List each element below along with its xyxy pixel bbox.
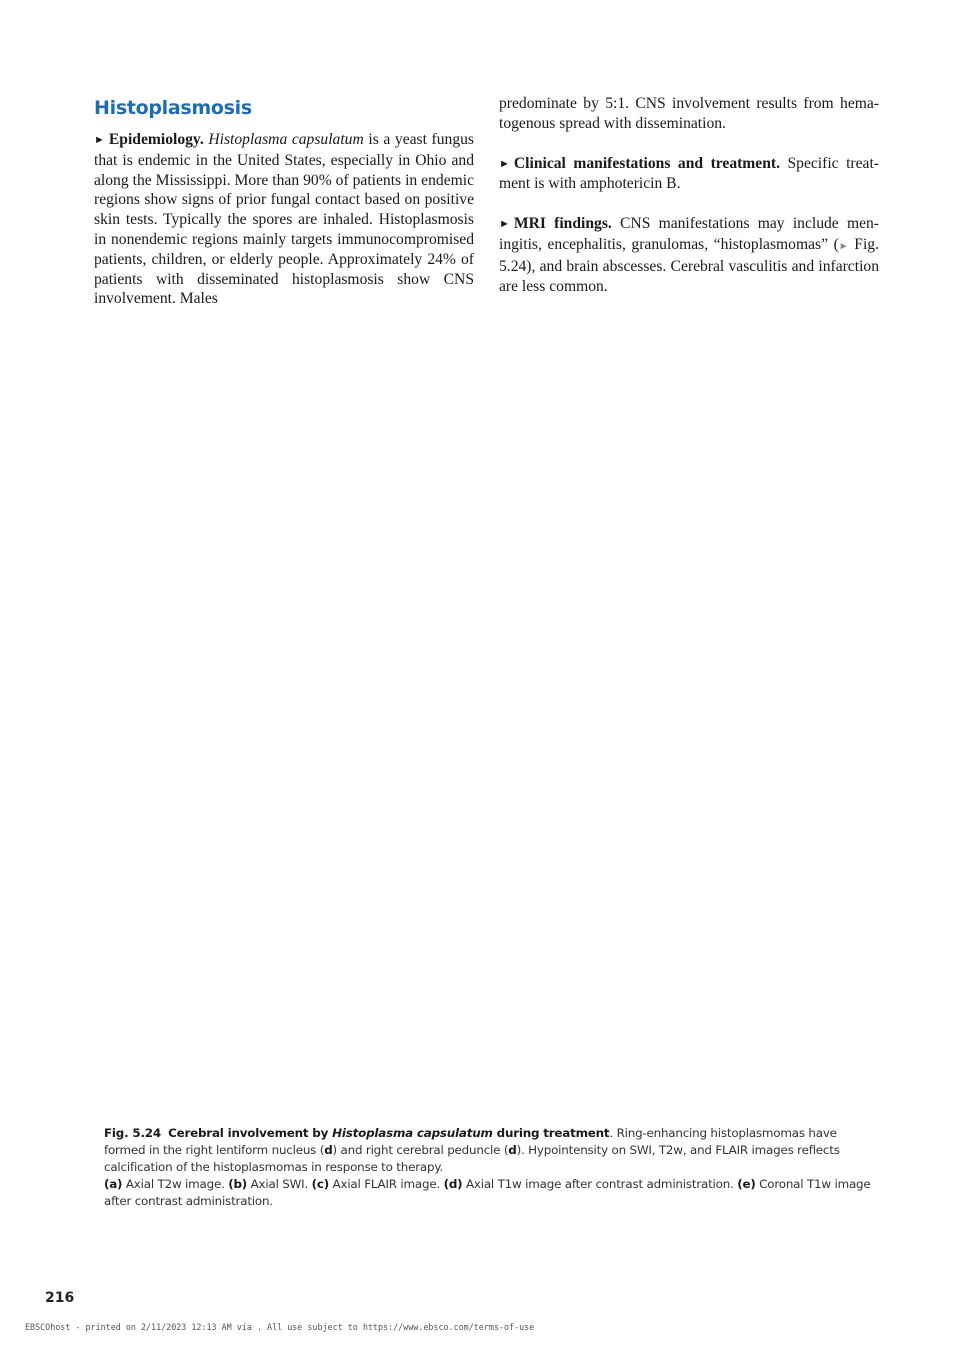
figure-caption bbox=[104, 1125, 874, 1210]
mri-text-2: ), and brain abscesses. Cerebral vasculitis and infarction are less common. bbox=[499, 257, 879, 295]
mri-text-1: CNS manifestations may include meningitis, encephalitis, granulomas, “histoplasmomas” ( bbox=[499, 215, 879, 253]
epidemiology-lead: Epidemiology. bbox=[108, 131, 204, 148]
panel-c-label: (c) bbox=[311, 1177, 329, 1191]
panel-b-text: Axial SWI. bbox=[247, 1177, 312, 1191]
print-footer: EBSCOhost - printed on 2/11/2023 12:13 AM via . All use subject to https://www.ebsco.com/terms-of-use bbox=[25, 1322, 535, 1332]
figure-ref-arrow-icon: ► bbox=[838, 240, 849, 252]
figure-reference-link[interactable]: Fig. 5.24 bbox=[499, 235, 879, 275]
clinical-paragraph bbox=[499, 154, 879, 195]
panel-e-text: Coronal T1w image after contrast administration. bbox=[104, 1177, 871, 1208]
epidemiology-paragraph bbox=[94, 130, 474, 309]
caption-text-3: ). Hypointensity on SWI, T2w, and FLAIR images reflects calcification of the histoplasmomas in response to therapy. bbox=[104, 1143, 840, 1174]
bullet-arrow-icon: ► bbox=[499, 157, 510, 170]
caption-panel-ref: d bbox=[324, 1143, 333, 1157]
clinical-lead: Clinical manifestations and treatment. bbox=[513, 154, 780, 172]
page-number: 216 bbox=[45, 1290, 75, 1306]
clinical-text: Specific treatment is with amphotericin B. bbox=[499, 154, 879, 193]
left-column bbox=[94, 94, 474, 329]
panel-d-label: (d) bbox=[443, 1177, 463, 1191]
organism-name: Histoplasma capsulatum bbox=[208, 131, 364, 148]
caption-panel-ref: d bbox=[508, 1143, 517, 1157]
panel-d-text: Axial T1w image after contrast administration. bbox=[462, 1177, 738, 1191]
bullet-arrow-icon: ► bbox=[94, 134, 105, 146]
mri-lead: MRI findings. bbox=[513, 215, 612, 233]
epidemiology-text: is a yeast fungus that is endemic in the United States, especially in Ohio and along the Mississippi. More than 90% of patients in endemic regions show signs of prior fungal contact based on positive skin tests. Typically the spores are inhaled. Histoplasmosis in nonendemic regions mainly targets immunocompromised patients, children, or elderly people. Approximately 24% of patients with disseminated histoplasmosis show CNS involvement. Males bbox=[94, 131, 474, 308]
panel-c-text: Axial FLAIR image. bbox=[328, 1177, 444, 1191]
panel-b-label: (b) bbox=[228, 1177, 248, 1191]
continued-paragraph: predominate by 5:1. CNS involvement results from hematogenous spread with dissemination. bbox=[499, 95, 879, 132]
caption-figure-label: Fig. 5.24 bbox=[104, 1126, 161, 1140]
mri-paragraph bbox=[499, 214, 879, 296]
caption-title-2: during treatment bbox=[492, 1126, 610, 1140]
panel-a-text: Axial T2w image. bbox=[122, 1177, 229, 1191]
caption-title-1: Cerebral involvement by bbox=[168, 1126, 333, 1140]
caption-organism: Histoplasma capsulatum bbox=[332, 1126, 493, 1140]
panel-a-label: (a) bbox=[104, 1177, 123, 1191]
section-heading: Histoplasmosis bbox=[94, 97, 252, 119]
right-column bbox=[499, 94, 879, 316]
panel-e-label: (e) bbox=[737, 1177, 756, 1191]
bullet-arrow-icon: ► bbox=[499, 218, 510, 231]
caption-text-1: . Ring-enhancing histoplasmomas have formed in the right lentiform nucleus ( bbox=[104, 1126, 837, 1157]
caption-text-2: ) and right cerebral peduncle ( bbox=[332, 1143, 509, 1157]
